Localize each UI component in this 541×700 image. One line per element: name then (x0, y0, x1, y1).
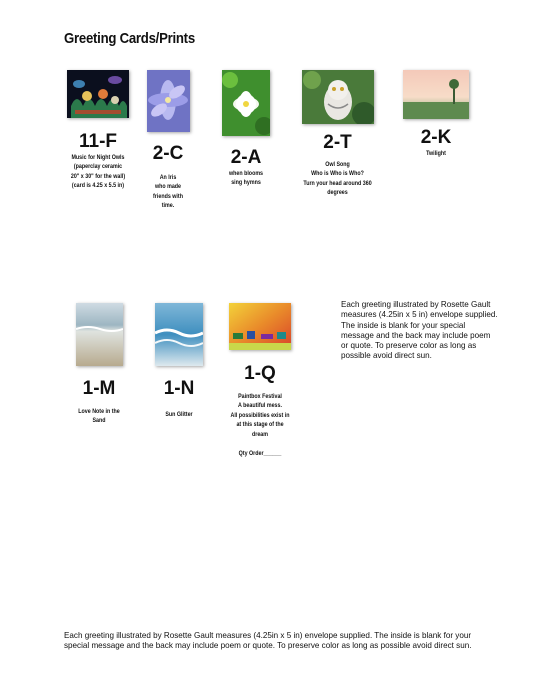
footer-note: Each greeting illustrated by Rosette Gault measures (4.25in x 5 in) envelope supplied. The inside is blank for your special message and the back may include poem or quote. To preserve color as long as possible avoid direct sun. (64, 631, 472, 651)
card-2-t (290, 70, 385, 198)
card-description: Paintbox Festival A beautiful mess. All possibilities exist in at this stage of the dream Qty Order______ (230, 393, 290, 458)
card-image-paintbox-festival (229, 303, 291, 350)
card-2-c (138, 70, 198, 211)
card-image-twilight (403, 70, 469, 119)
card-1-m (63, 303, 135, 426)
card-description: Love Note in the Sand (78, 408, 120, 425)
card-code: 1-Q (244, 363, 276, 384)
card-code: 2-T (323, 132, 352, 153)
card-description: Music for Night Owls (paperclay ceramic 20" x 30" for the wall) (card is 4.25 x 5.5 in) (70, 154, 126, 190)
card-image-music-night-owls (67, 70, 129, 118)
card-1-q (222, 303, 298, 458)
card-image-blooms (222, 70, 270, 136)
card-description: An Iris who made friends with time. (153, 174, 183, 210)
card-code: 1-M (82, 378, 116, 399)
card-description: Sun Glitter (165, 411, 193, 418)
card-code: 2-A (230, 147, 262, 168)
card-image-iris (147, 70, 190, 132)
card-code: 1-N (163, 378, 195, 399)
card-image-sand (76, 303, 123, 366)
card-description: Twilight (426, 150, 446, 157)
card-2-a (214, 70, 278, 188)
page-title: Greeting Cards/Prints (64, 30, 195, 47)
card-image-sun-glitter (155, 303, 203, 366)
card-11-f (57, 70, 139, 191)
card-code: 11-F (78, 131, 118, 152)
card-description: when blooms sing hymns (228, 170, 264, 187)
qty-order-field[interactable]: Qty Order______ (238, 450, 282, 458)
card-code: 2-C (152, 143, 184, 164)
side-note: Each greeting illustrated by Rosette Gault measures (4.25in x 5 in) envelope supplied. The inside is blank for your special message and the back may include poem or quote. To preserve color as long as possible avoid direct sun. (341, 300, 498, 361)
card-1-n (144, 303, 214, 419)
card-description: Owl Song Who is Who is Who? Turn your head around 360 degrees (303, 161, 372, 197)
card-image-owl (302, 70, 374, 124)
card-code: 2-K (420, 127, 452, 148)
card-2-k (398, 70, 474, 158)
